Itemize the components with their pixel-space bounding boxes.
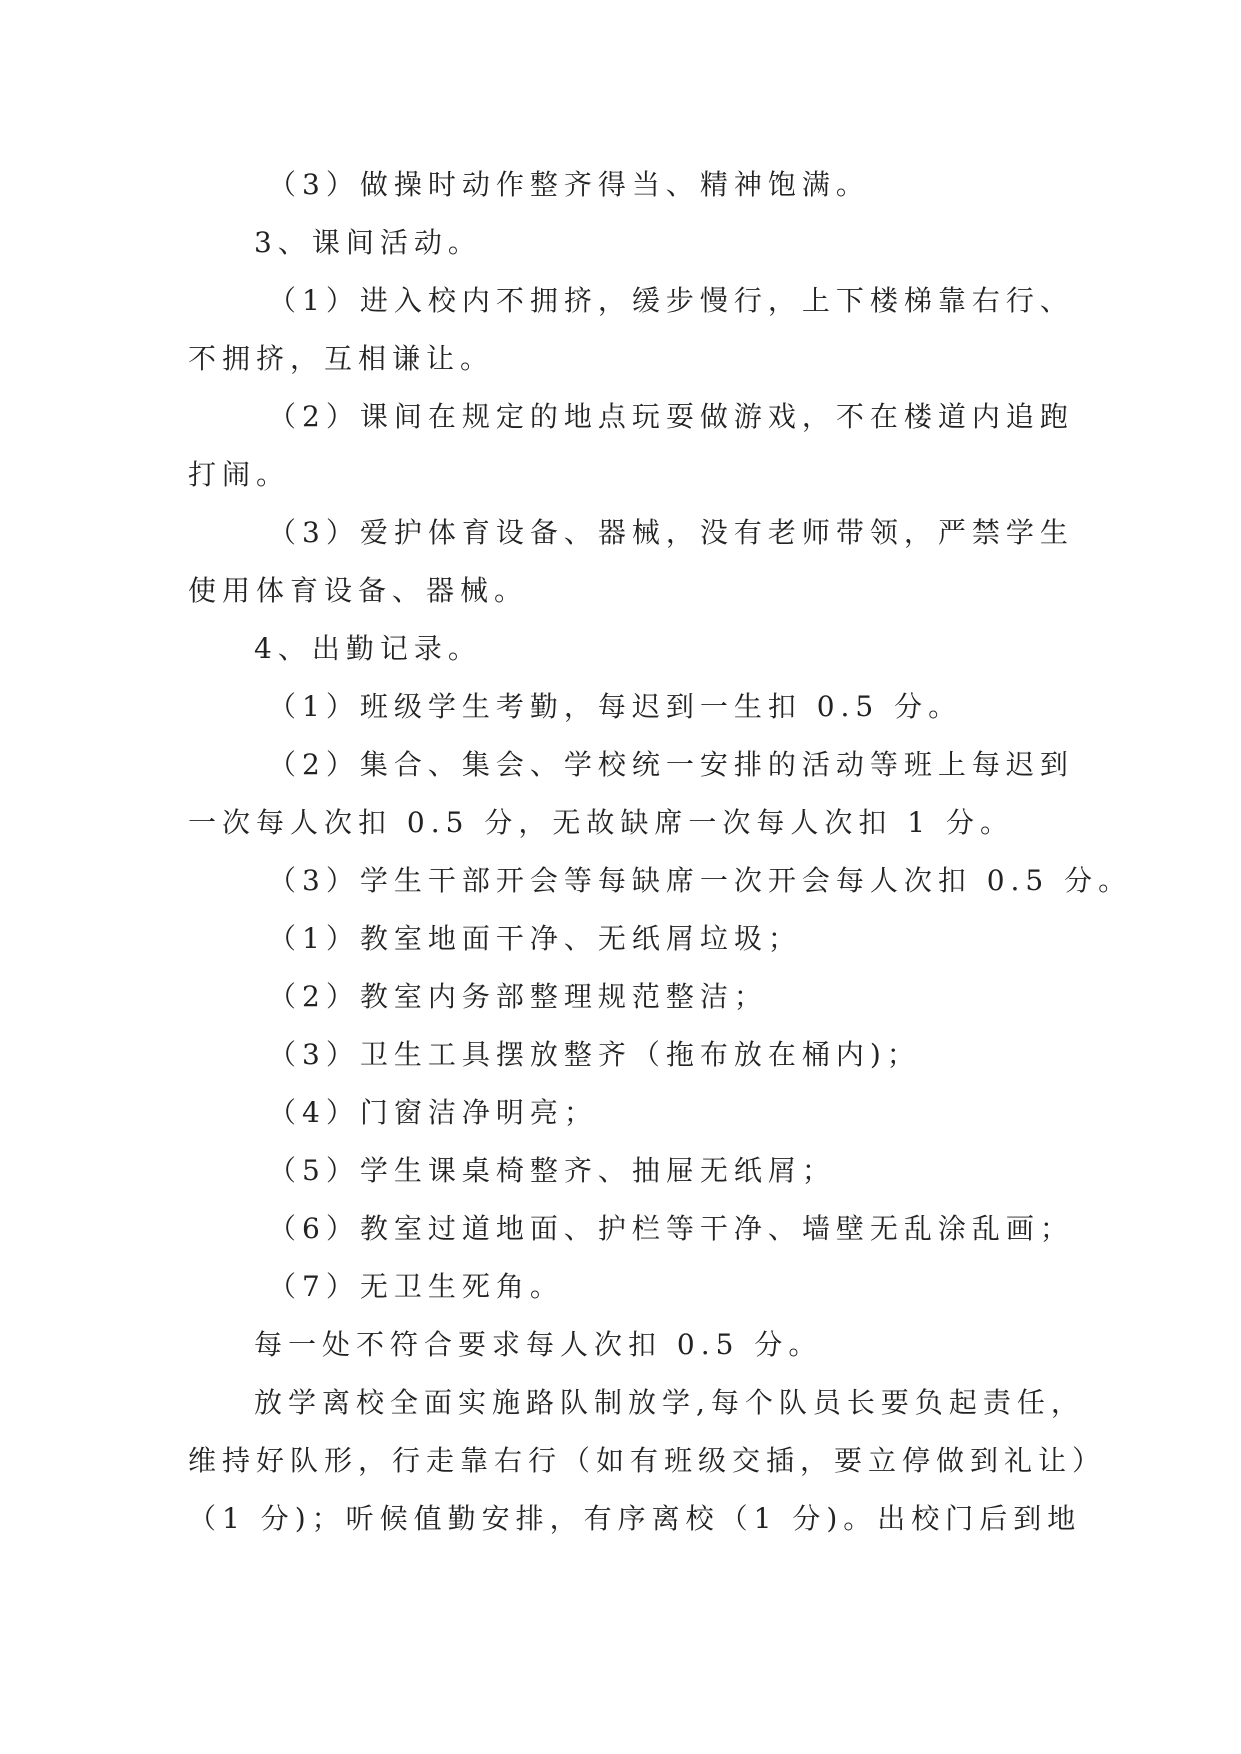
item-hygiene-2: （2）教室内务部整理规范整洁； (268, 980, 768, 1013)
item-attendance-2-cont: 一次每人次扣 0.5 分，无故缺席一次每人次扣 1 分。 (188, 806, 1014, 839)
item-activity-1: （1）进入校内不拥挤，缓步慢行，上下楼梯靠右行、 (268, 284, 1074, 317)
item-hygiene-5: （5）学生课桌椅整齐、抽屉无纸屑； (268, 1154, 836, 1187)
item-hygiene-1: （1）教室地面干净、无纸屑垃圾； (268, 922, 802, 955)
section-attendance: 4、出勤记录。 (254, 632, 482, 665)
dismissal-paragraph-line-1: 放学离校全面实施路队制放学,每个队员长要负起责任， (254, 1386, 1085, 1419)
item-hygiene-7: （7）无卫生死角。 (268, 1270, 564, 1303)
dismissal-paragraph-line-3: （1 分)；听候值勤安排，有序离校（1 分)。出校门后到地 (188, 1502, 1082, 1535)
item-hygiene-4: （4）门窗洁净明亮； (268, 1096, 598, 1129)
item-hygiene-3: （3）卫生工具摆放整齐（拖布放在桶内)； (268, 1038, 921, 1071)
item-activity-2: （2）课间在规定的地点玩耍做游戏，不在楼道内追跑 (268, 400, 1074, 433)
item-activity-2-cont: 打闹。 (188, 458, 291, 491)
item-attendance-3: （3）学生干部开会等每缺席一次开会每人次扣 0.5 分。 (268, 864, 1133, 897)
section-break-activity: 3、课间活动。 (254, 226, 482, 259)
item-exercise-3: （3）做操时动作整齐得当、精神饱满。 (268, 168, 870, 201)
item-activity-3-cont: 使用体育设备、器械。 (188, 574, 529, 607)
item-activity-1-cont: 不拥挤，互相谦让。 (188, 342, 495, 375)
item-attendance-2: （2）集合、集会、学校统一安排的活动等班上每迟到 (268, 748, 1074, 781)
hygiene-deduction-note: 每一处不符合要求每人次扣 0.5 分。 (254, 1328, 823, 1361)
dismissal-paragraph-line-2: 维持好队形，行走靠右行（如有班级交插，要立停做到礼让） (188, 1444, 1107, 1477)
item-attendance-1: （1）班级学生考勤，每迟到一生扣 0.5 分。 (268, 690, 963, 723)
item-hygiene-6: （6）教室过道地面、护栏等干净、墙壁无乱涂乱画； (268, 1212, 1074, 1245)
item-activity-3: （3）爱护体育设备、器械，没有老师带领，严禁学生 (268, 516, 1074, 549)
document-body (188, 156, 1133, 1548)
